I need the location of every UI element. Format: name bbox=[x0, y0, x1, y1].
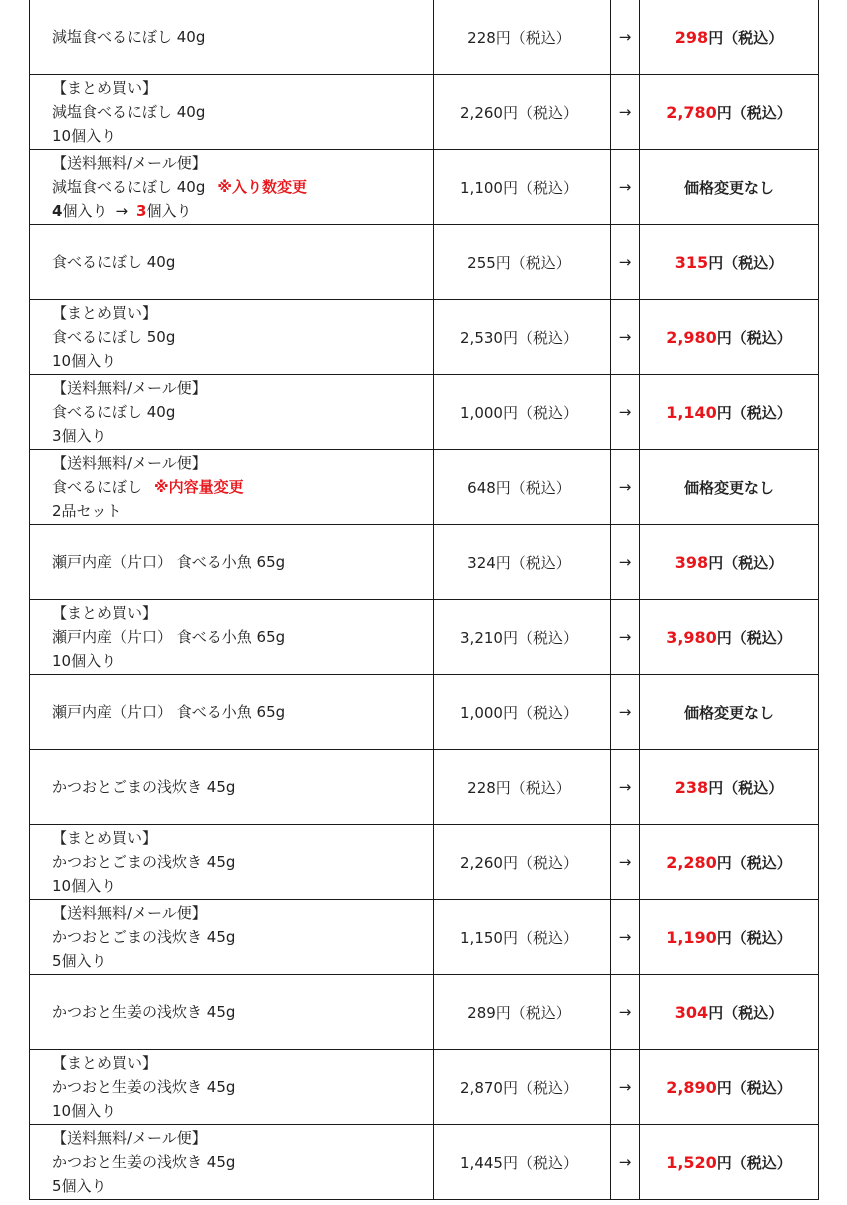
change-note: ※入り数変更 bbox=[217, 178, 307, 196]
product-name-cell bbox=[30, 825, 434, 899]
product-name-cell bbox=[30, 750, 434, 824]
arrow-icon: → bbox=[611, 975, 640, 1049]
arrow-icon: → bbox=[611, 300, 640, 374]
product-name-line bbox=[52, 451, 244, 475]
product-name-line bbox=[52, 775, 235, 799]
product-name-line bbox=[52, 949, 235, 973]
quantity-change-line bbox=[52, 199, 307, 223]
product-name-text: 2品セット bbox=[52, 502, 122, 520]
qty-to: 3 bbox=[136, 202, 147, 220]
product-name-text: 【まとめ買い】 bbox=[52, 79, 158, 97]
product-name-text: 瀬戸内産（片口） 食べる小魚 65g bbox=[52, 703, 286, 721]
product-name-line bbox=[52, 550, 285, 574]
new-price-value: 3,980 bbox=[666, 627, 717, 647]
product-name-cell bbox=[30, 1125, 434, 1199]
arrow-icon: → bbox=[611, 900, 640, 974]
product-name-line bbox=[52, 151, 307, 175]
product-name-text: 【まとめ買い】 bbox=[52, 829, 158, 847]
product-name-cell bbox=[30, 525, 434, 599]
new-price-value: 304 bbox=[674, 1002, 709, 1022]
new-price bbox=[640, 600, 818, 674]
old-price: 228円（税込） bbox=[434, 750, 611, 824]
new-price bbox=[640, 300, 818, 374]
new-price bbox=[640, 975, 818, 1049]
product-name-text: 食べるにぼし 40g bbox=[52, 253, 176, 271]
old-price: 1,150円（税込） bbox=[434, 900, 611, 974]
product-name-line bbox=[52, 376, 207, 400]
new-price bbox=[640, 150, 818, 224]
old-price: 1,000円（税込） bbox=[434, 675, 611, 749]
new-price-suffix: 円（税込） bbox=[716, 628, 792, 647]
new-price-suffix: 円（税込） bbox=[716, 403, 792, 422]
product-name-text: 【送料無料/メール便】 bbox=[52, 154, 207, 172]
product-name-line bbox=[52, 1075, 235, 1099]
product-name-line bbox=[52, 1126, 235, 1150]
product-name-cell bbox=[30, 900, 434, 974]
product-name-line bbox=[52, 175, 307, 199]
table-row bbox=[30, 375, 818, 450]
new-price-value: 238 bbox=[674, 777, 709, 797]
new-price-value: 2,980 bbox=[666, 327, 717, 347]
product-name-text: かつおと生姜の浅炊き 45g bbox=[52, 1003, 236, 1021]
old-price: 2,260円（税込） bbox=[434, 825, 611, 899]
product-name-line bbox=[52, 1099, 235, 1123]
new-price-value: 2,280 bbox=[666, 852, 717, 872]
product-name-cell bbox=[30, 75, 434, 149]
product-name-text: 5個入り bbox=[52, 952, 107, 970]
new-price-suffix: 円（税込） bbox=[716, 928, 792, 947]
old-price: 2,870円（税込） bbox=[434, 1050, 611, 1124]
product-name-text: 10個入り bbox=[52, 877, 117, 895]
table-row bbox=[30, 150, 818, 225]
arrow-icon: → bbox=[611, 375, 640, 449]
price-change-table bbox=[29, 0, 819, 1200]
product-name-line bbox=[52, 826, 235, 850]
old-price: 1,000円（税込） bbox=[434, 375, 611, 449]
product-name-line bbox=[52, 649, 285, 673]
product-name-cell bbox=[30, 600, 434, 674]
product-name-line bbox=[52, 100, 205, 124]
product-name-text: かつおと生姜の浅炊き 45g bbox=[52, 1153, 236, 1171]
old-price: 289円（税込） bbox=[434, 975, 611, 1049]
product-name-cell bbox=[30, 375, 434, 449]
new-price bbox=[640, 75, 818, 149]
product-name-text: 減塩食べるにぼし 40g bbox=[52, 103, 206, 121]
product-name-text: 【送料無料/メール便】 bbox=[52, 904, 207, 922]
table-row bbox=[30, 1050, 818, 1125]
product-name-text: 10個入り bbox=[52, 352, 117, 370]
new-price bbox=[640, 750, 818, 824]
table-row bbox=[30, 225, 818, 300]
new-price-value: 1,140 bbox=[666, 402, 717, 422]
new-price-suffix: 円（税込） bbox=[716, 1153, 792, 1172]
product-name-line bbox=[52, 850, 235, 874]
arrow-icon: → bbox=[611, 75, 640, 149]
product-name-text: 減塩食べるにぼし 40g bbox=[52, 178, 206, 196]
product-name-line bbox=[52, 499, 244, 523]
product-name-line bbox=[52, 301, 175, 325]
product-name-text: 食べるにぼし bbox=[52, 478, 143, 496]
no-change-label: 価格変更なし bbox=[683, 478, 774, 497]
new-price-suffix: 円（税込） bbox=[708, 28, 784, 47]
product-name-text: かつおと生姜の浅炊き 45g bbox=[52, 1078, 236, 1096]
product-name-text: 3個入り bbox=[52, 427, 107, 445]
product-name-line bbox=[52, 874, 235, 898]
product-name-line bbox=[52, 424, 207, 448]
product-name-cell bbox=[30, 150, 434, 224]
no-change-label: 価格変更なし bbox=[683, 178, 774, 197]
product-name-line bbox=[52, 349, 175, 373]
new-price-value: 398 bbox=[674, 552, 709, 572]
product-name-text: かつおとごまの浅炊き 45g bbox=[52, 928, 236, 946]
product-name-text: 10個入り bbox=[52, 1102, 117, 1120]
new-price-suffix: 円（税込） bbox=[716, 103, 792, 122]
product-name-cell bbox=[30, 0, 434, 74]
product-name-text: 食べるにぼし 50g bbox=[52, 328, 176, 346]
arrow-icon: → bbox=[611, 0, 640, 74]
new-price-value: 2,780 bbox=[666, 102, 717, 122]
old-price: 228円（税込） bbox=[434, 0, 611, 74]
old-price: 1,445円（税込） bbox=[434, 1125, 611, 1199]
new-price bbox=[640, 0, 818, 74]
qty-arrow: → bbox=[115, 202, 129, 220]
old-price: 1,100円（税込） bbox=[434, 150, 611, 224]
table-row bbox=[30, 75, 818, 150]
table-row bbox=[30, 450, 818, 525]
old-price: 2,530円（税込） bbox=[434, 300, 611, 374]
old-price: 3,210円（税込） bbox=[434, 600, 611, 674]
product-name-text: 10個入り bbox=[52, 127, 117, 145]
qty-unit: 個入り bbox=[146, 202, 192, 220]
no-change-label: 価格変更なし bbox=[683, 703, 774, 722]
arrow-icon: → bbox=[611, 675, 640, 749]
arrow-icon: → bbox=[611, 450, 640, 524]
product-name-text: 5個入り bbox=[52, 1177, 107, 1195]
product-name-cell bbox=[30, 450, 434, 524]
table-row bbox=[30, 1125, 818, 1200]
product-name-text: かつおとごまの浅炊き 45g bbox=[52, 778, 236, 796]
new-price-value: 1,520 bbox=[666, 1152, 717, 1172]
old-price: 2,260円（税込） bbox=[434, 75, 611, 149]
product-name-line bbox=[52, 250, 175, 274]
product-name-text: 【送料無料/メール便】 bbox=[52, 1129, 207, 1147]
table-row bbox=[30, 825, 818, 900]
new-price-suffix: 円（税込） bbox=[708, 253, 784, 272]
new-price bbox=[640, 900, 818, 974]
product-name-line bbox=[52, 475, 244, 499]
arrow-icon: → bbox=[611, 825, 640, 899]
product-name-text: 【まとめ買い】 bbox=[52, 604, 158, 622]
product-name-cell bbox=[30, 975, 434, 1049]
table-row bbox=[30, 675, 818, 750]
arrow-icon: → bbox=[611, 1125, 640, 1199]
new-price bbox=[640, 1125, 818, 1199]
product-name-line bbox=[52, 700, 285, 724]
new-price-suffix: 円（税込） bbox=[708, 1003, 784, 1022]
product-name-line bbox=[52, 1051, 235, 1075]
new-price bbox=[640, 525, 818, 599]
table-row bbox=[30, 300, 818, 375]
table-row bbox=[30, 525, 818, 600]
product-name-text: 瀬戸内産（片口） 食べる小魚 65g bbox=[52, 628, 286, 646]
arrow-icon: → bbox=[611, 150, 640, 224]
product-name-text: 10個入り bbox=[52, 652, 117, 670]
product-name-text: 【送料無料/メール便】 bbox=[52, 454, 207, 472]
new-price-suffix: 円（税込） bbox=[708, 553, 784, 572]
table-row bbox=[30, 600, 818, 675]
new-price bbox=[640, 825, 818, 899]
new-price bbox=[640, 375, 818, 449]
product-name-line bbox=[52, 76, 205, 100]
table-row bbox=[30, 0, 818, 75]
new-price-value: 1,190 bbox=[666, 927, 717, 947]
table-row bbox=[30, 975, 818, 1050]
change-note: ※内容量変更 bbox=[154, 478, 244, 496]
product-name-line bbox=[52, 1000, 235, 1024]
qty-from: 4 bbox=[52, 202, 63, 220]
product-name-text: かつおとごまの浅炊き 45g bbox=[52, 853, 236, 871]
product-name-line bbox=[52, 1150, 235, 1174]
old-price: 324円（税込） bbox=[434, 525, 611, 599]
table-row bbox=[30, 750, 818, 825]
new-price-value: 315 bbox=[674, 252, 709, 272]
qty-unit: 個入り bbox=[62, 202, 108, 220]
table-row bbox=[30, 900, 818, 975]
new-price-value: 298 bbox=[674, 27, 709, 47]
product-name-cell bbox=[30, 300, 434, 374]
product-name-line bbox=[52, 325, 175, 349]
new-price-suffix: 円（税込） bbox=[708, 778, 784, 797]
new-price bbox=[640, 450, 818, 524]
product-name-cell bbox=[30, 1050, 434, 1124]
new-price-suffix: 円（税込） bbox=[716, 1078, 792, 1097]
new-price bbox=[640, 675, 818, 749]
product-name-line bbox=[52, 925, 235, 949]
product-name-text: 【まとめ買い】 bbox=[52, 304, 158, 322]
product-name-text: 【まとめ買い】 bbox=[52, 1054, 158, 1072]
arrow-icon: → bbox=[611, 750, 640, 824]
new-price-suffix: 円（税込） bbox=[716, 853, 792, 872]
product-name-line bbox=[52, 400, 207, 424]
product-name-text: 瀬戸内産（片口） 食べる小魚 65g bbox=[52, 553, 286, 571]
product-name-line bbox=[52, 1174, 235, 1198]
product-name-line bbox=[52, 124, 205, 148]
new-price-value: 2,890 bbox=[666, 1077, 717, 1097]
product-name-text: 減塩食べるにぼし 40g bbox=[52, 28, 206, 46]
product-name-line bbox=[52, 625, 285, 649]
product-name-cell bbox=[30, 225, 434, 299]
arrow-icon: → bbox=[611, 600, 640, 674]
old-price: 255円（税込） bbox=[434, 225, 611, 299]
product-name-line bbox=[52, 601, 285, 625]
new-price bbox=[640, 1050, 818, 1124]
product-name-text: 【送料無料/メール便】 bbox=[52, 379, 207, 397]
new-price bbox=[640, 225, 818, 299]
arrow-icon: → bbox=[611, 525, 640, 599]
old-price: 648円（税込） bbox=[434, 450, 611, 524]
product-name-line bbox=[52, 25, 205, 49]
product-name-text: 食べるにぼし 40g bbox=[52, 403, 176, 421]
arrow-icon: → bbox=[611, 1050, 640, 1124]
product-name-cell bbox=[30, 675, 434, 749]
arrow-icon: → bbox=[611, 225, 640, 299]
new-price-suffix: 円（税込） bbox=[716, 328, 792, 347]
product-name-line bbox=[52, 901, 235, 925]
